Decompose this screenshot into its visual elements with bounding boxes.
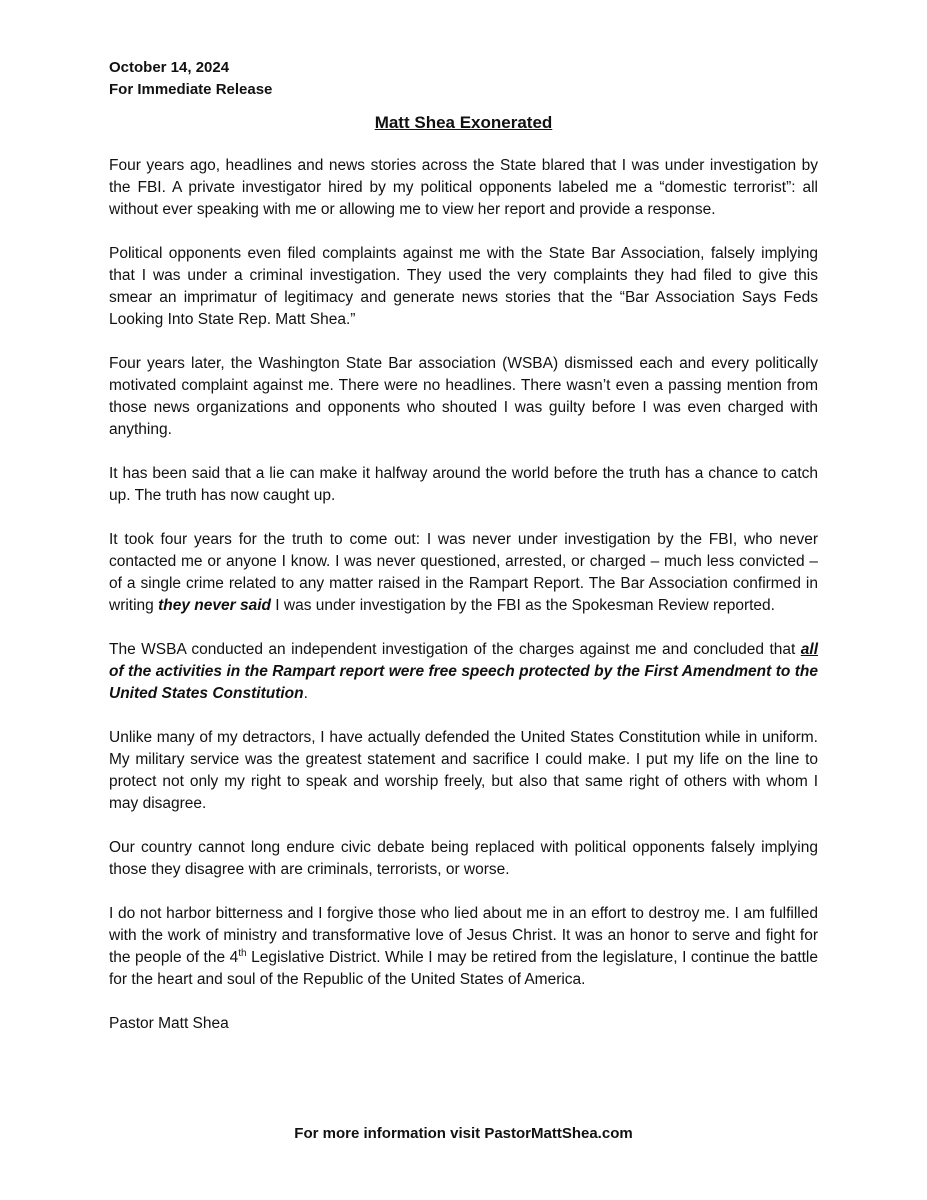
press-release: [109, 57, 818, 1057]
paragraph-2: Political opponents even filed complaints against me with the State Bar Association, falsely implying that I was under a criminal investigation. They used the very complaints they had filed to give this smear an imprimatur of legitimacy and generate news stories that the “Bar Association Says Feds Looking Into State Rep. Matt Shea.”: [109, 245, 818, 328]
paragraph-5-text-c: I was under investigation by the FBI as the Spokesman Review reported.: [270, 597, 775, 614]
paragraph-9-ordinal-suffix: th: [238, 947, 247, 959]
paragraph-6-underlined-emphasis: all: [800, 641, 818, 658]
paragraph-6-text-d: .: [303, 685, 308, 702]
paragraph-9: [109, 903, 818, 991]
release-date: October 14, 2024: [109, 59, 230, 76]
paragraph-1: Four years ago, headlines and news stories across the State blared that I was under investigation by the FBI. A private investigator hired by my political opponents labeled me a “domestic terrorist”: all without ever speaking with me or allowing me to view her report and provide a response.: [109, 157, 818, 218]
paragraph-9-text-b: Legislative District. While I may be retired from the legislature, I continue the battle for the heart and soul of the Republic of the United States of America.: [109, 949, 818, 988]
page-title: Matt Shea Exonerated: [374, 113, 553, 132]
paragraph-5-emphasis: they never said: [158, 597, 271, 614]
paragraph-7: Unlike many of my detractors, I have actually defended the United States Constitution while in uniform. My military service was the greatest statement and sacrifice I could make. I put my life on the line to protect not only my right to speak and worship freely, but also that same right of others with whom I may disagree.: [109, 729, 818, 812]
paragraph-4: It has been said that a lie can make it halfway around the world before the truth has a chance to catch up. The truth has now caught up.: [109, 465, 818, 504]
signature: Pastor Matt Shea: [109, 1015, 229, 1032]
paragraph-6-text-a: The WSBA conducted an independent investigation of the charges against me and concluded that: [109, 641, 801, 658]
paragraph-9-text-a: I do not harbor bitterness and I forgive those who lied about me in an effort to destroy me. I am fulfilled with the work of ministry and transformative love of Jesus Christ. It was an honor to serve and fight for the people of the 4: [109, 905, 818, 966]
paragraph-6: [109, 639, 818, 705]
paragraph-5: [109, 529, 818, 617]
footer-website-note: For more information visit PastorMattShea.com: [294, 1125, 633, 1142]
paragraph-3: Four years later, the Washington State Bar association (WSBA) dismissed each and every politically motivated complaint against me. There were no headlines. There wasn’t even a passing mention from those news organizations and opponents who shouted I was guilty before I was even charged with anything.: [109, 355, 818, 438]
paragraph-5-text-a: It took four years for the truth to come out: I was never under investigation by the FBI, who never contacted me or anyone I know. I was never questioned, arrested, or charged – much less convicted – of a single crime related to any matter raised in the Rampart Report. The Bar Association confirmed in writing: [109, 531, 818, 614]
paragraph-8: Our country cannot long endure civic debate being replaced with political opponents falsely implying those they disagree with are criminals, terrorists, or worse.: [109, 839, 818, 878]
release-type: For Immediate Release: [109, 81, 273, 98]
paragraph-6-emphasis: of the activities in the Rampart report were free speech protected by the First Amendment to the United States Constitution: [109, 663, 818, 702]
